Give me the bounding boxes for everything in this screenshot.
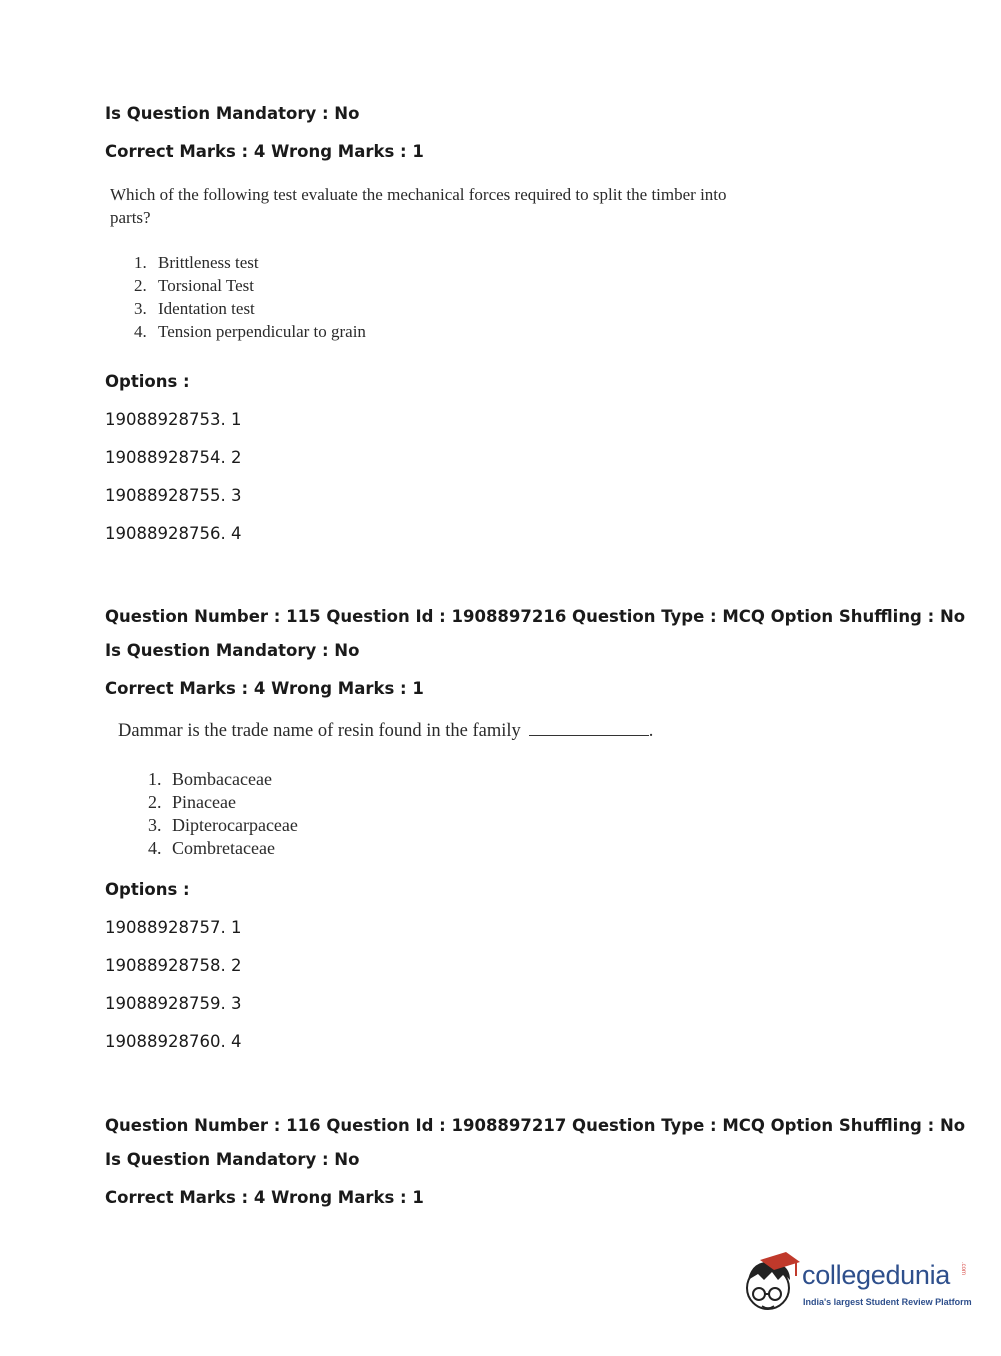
list-item: 3. Dipterocarpaceae [148,815,298,835]
brand-tagline: India's largest Student Review Platform [803,1297,972,1307]
list-item: 1. Bombacaceae [148,769,272,789]
question-marks: Correct Marks : 4 Wrong Marks : 1 [105,1188,424,1207]
option-item: 19088928760. 4 [105,1032,242,1051]
list-item: 3. Identation test [134,299,255,318]
option-item: 19088928754. 2 [105,448,242,467]
option-item: 19088928757. 1 [105,918,242,937]
mascot-icon [742,1250,802,1320]
question-header: Question Number : 116 Question Id : 1908897217 Question Type : MCQ Option Shuffling : No [105,1116,966,1135]
list-item: 4. Tension perpendicular to grain [134,322,366,341]
question-marks: Correct Marks : 4 Wrong Marks : 1 [105,142,424,161]
brand-suffix: .com [960,1262,966,1276]
list-item: 4. Combretaceae [148,838,275,858]
fill-in-blank [529,721,649,736]
option-item: 19088928758. 2 [105,956,242,975]
list-item: 2. Pinaceae [148,792,236,812]
question-text: Which of the following test evaluate the mechanical forces required to split the timber into parts? [110,185,727,227]
brand-name: collegedunia [802,1260,951,1290]
list-item: 2. Torsional Test [134,276,254,295]
option-item: 19088928756. 4 [105,524,242,543]
options-label: Options : [105,372,190,391]
question-marks: Correct Marks : 4 Wrong Marks : 1 [105,679,424,698]
collegedunia-logo [742,1250,972,1320]
list-item: 1. Brittleness test [134,253,259,272]
question-mandatory: Is Question Mandatory : No [105,104,360,123]
choice-list [134,251,366,343]
option-item: 19088928759. 3 [105,994,242,1013]
options-label: Options : [105,880,190,899]
choice-list [148,768,298,860]
question-mandatory: Is Question Mandatory : No [105,641,360,660]
option-item: 19088928755. 3 [105,486,242,505]
question-text: Dammar is the trade name of resin found in the family . [118,721,654,741]
question-header: Question Number : 115 Question Id : 1908897216 Question Type : MCQ Option Shuffling : No [105,607,966,626]
question-mandatory: Is Question Mandatory : No [105,1150,360,1169]
option-item: 19088928753. 1 [105,410,242,429]
